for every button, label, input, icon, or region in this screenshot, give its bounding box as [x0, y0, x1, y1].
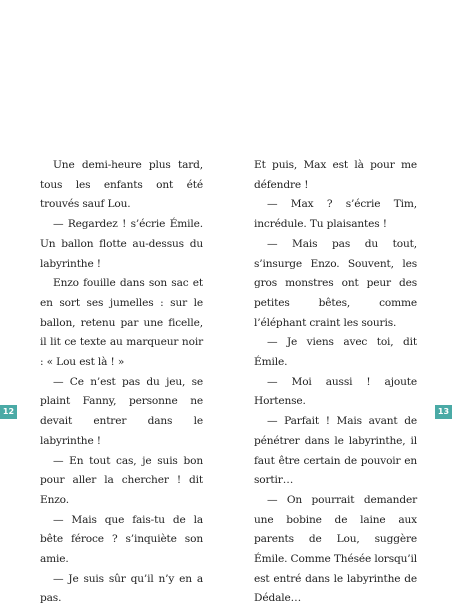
paragraph: — Ce n’est pas du jeu, se plaint Fanny, personne ne devait entrer dans le labyrinthe ! [40, 375, 203, 447]
paragraph: — Mais pas du tout, s’insurge Enzo. Souvent, les gros monstres ont peur des petites bêtes, comme l’éléphant craint les souris. [254, 237, 417, 329]
right-page-text [254, 156, 417, 609]
paragraph: — On pourrait demander une bobine de laine aux parents de Lou, suggère Émile. Comme Thésée lorsqu’il est entré dans le labyrinthe de Dédale… [254, 493, 417, 605]
paragraph: — Regardez ! s’écrie Émile. Un ballon flotte au-dessus du labyrinthe ! [40, 218, 203, 270]
right-page [226, 0, 452, 605]
paragraph: — Parfait ! Mais avant de pénétrer dans le labyrinthe, il faut être certain de pouvoir en sortir… [254, 415, 417, 487]
page-number-badge: 12 [0, 405, 17, 419]
paragraph: — Moi aussi ! ajoute Hortense. [254, 375, 417, 408]
paragraph: — En tout cas, je suis bon pour aller la chercher ! dit Enzo. [40, 454, 203, 506]
left-page [0, 0, 226, 605]
paragraph: — Mais que fais-tu de la bête féroce ? s’inquiète son amie. [40, 513, 203, 566]
paragraph: Enzo fouille dans son sac et en sort ses jumelles : sur le ballon, retenu par une ficelle, il lit ce texte au marqueur noir : « Lou est là ! » [40, 277, 203, 369]
page-number-badge: 13 [435, 405, 452, 419]
paragraph: Une demi-heure plus tard, tous les enfants ont été trouvés sauf Lou. [40, 159, 203, 211]
left-page-text [40, 156, 203, 609]
paragraph-continuation: Et puis, Max est là pour me défendre ! [254, 159, 417, 191]
paragraph: — Je viens avec toi, dit Émile. [254, 336, 417, 369]
paragraph: — Max ? s’écrie Tim, incrédule. Tu plaisantes ! [254, 198, 417, 231]
paragraph: — Je suis sûr qu’il n’y en a pas. [40, 572, 203, 605]
